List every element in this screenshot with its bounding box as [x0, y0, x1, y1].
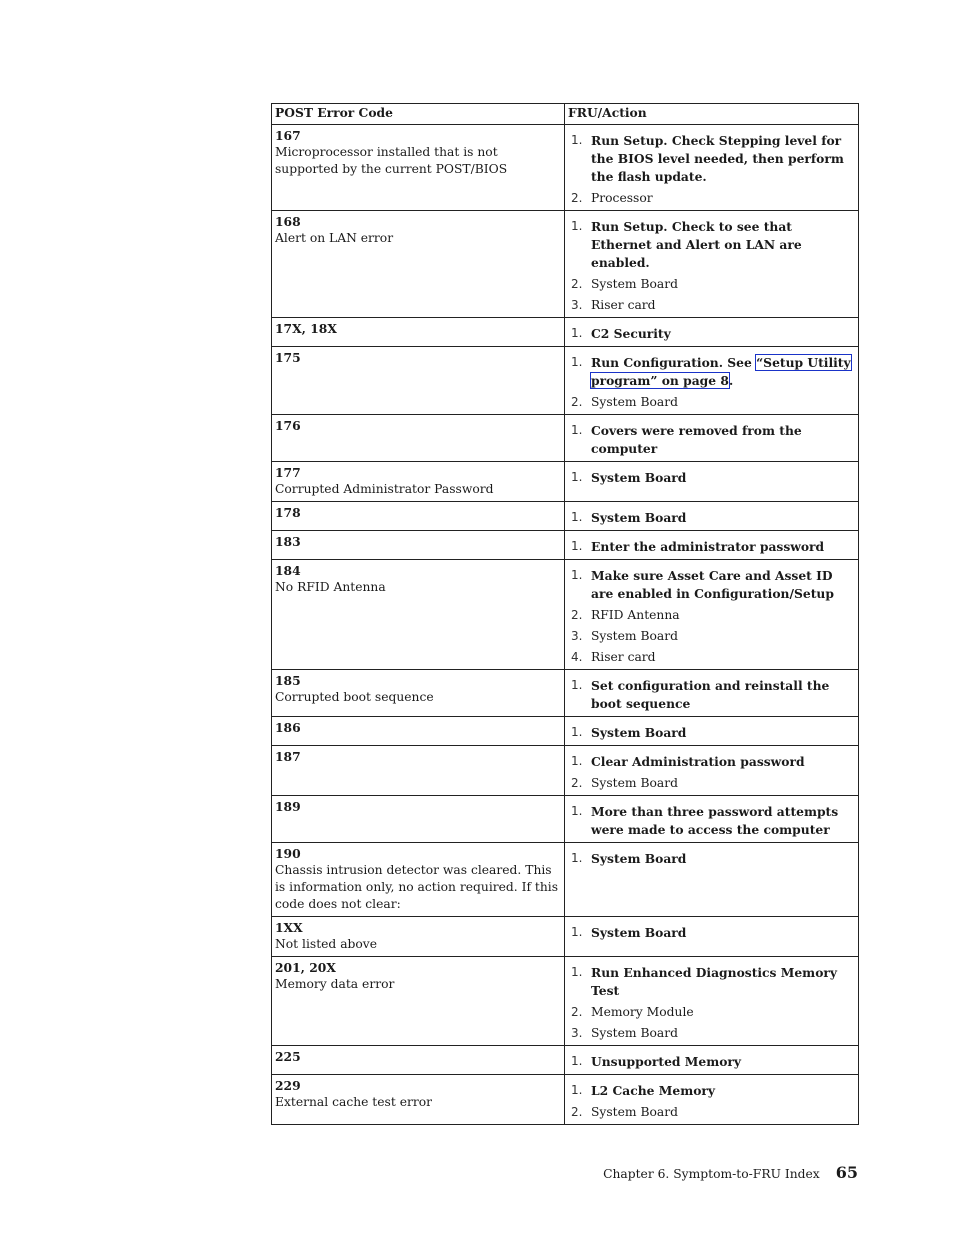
error-code: 183	[275, 534, 301, 549]
action-text-main: L2 Cache Memory	[591, 1083, 716, 1098]
setup-utility-link[interactable]: “Setup Utility program” on page 8	[591, 355, 851, 388]
action-text	[591, 678, 829, 711]
action-number: 2.	[571, 1105, 583, 1119]
table-row	[272, 670, 859, 717]
action-item	[568, 803, 855, 839]
action-list	[568, 803, 855, 839]
table-row	[272, 502, 859, 531]
table-row	[272, 746, 859, 796]
action-item	[568, 775, 855, 792]
action-item	[568, 354, 855, 390]
action-text-main: System Board	[591, 725, 687, 740]
error-description: No RFID Antenna	[275, 580, 386, 594]
fru-action-cell	[565, 560, 859, 670]
fru-action-cell	[565, 796, 859, 843]
fru-action-cell	[565, 531, 859, 560]
action-number: 1.	[571, 925, 583, 939]
action-text	[591, 776, 678, 790]
action-number: 1.	[571, 568, 583, 582]
error-code-cell	[272, 957, 565, 1046]
action-number: 2.	[571, 776, 583, 790]
action-number: 1.	[571, 804, 583, 818]
action-text-suffix: .	[728, 373, 734, 388]
action-text-main: Run Configuration. See	[591, 355, 757, 370]
fru-action-cell	[565, 717, 859, 746]
action-number: 1.	[571, 423, 583, 437]
action-item	[568, 325, 855, 343]
table-header-row	[272, 104, 859, 125]
action-number: 1.	[571, 851, 583, 865]
error-code-cell	[272, 1046, 565, 1075]
error-description: Memory data error	[275, 977, 395, 991]
action-list	[568, 1053, 855, 1071]
table-row	[272, 560, 859, 670]
action-text	[591, 629, 678, 643]
error-code: 178	[275, 505, 301, 520]
fru-action-cell	[565, 957, 859, 1046]
action-list	[568, 509, 855, 527]
action-text	[591, 1083, 715, 1098]
action-text-main: System Board	[591, 629, 678, 643]
error-code-cell	[272, 843, 565, 917]
action-text-main: System Board	[591, 1105, 678, 1119]
table-row	[272, 1046, 859, 1075]
action-item	[568, 607, 855, 624]
action-item	[568, 677, 855, 713]
error-code-cell	[272, 917, 565, 957]
action-number: 1.	[571, 355, 583, 369]
action-text-main: System Board	[591, 510, 687, 525]
action-item	[568, 132, 855, 186]
chapter-title: Chapter 6. Symptom-to-FRU Index	[603, 1167, 820, 1181]
error-code-cell	[272, 502, 565, 531]
fru-action-cell	[565, 462, 859, 502]
action-item	[568, 469, 855, 487]
action-number: 1.	[571, 754, 583, 768]
table-row	[272, 211, 859, 318]
action-number: 1.	[571, 133, 583, 147]
fru-action-cell	[565, 125, 859, 211]
action-text-main: More than three password attempts were made to access the computer	[591, 804, 839, 837]
action-text-main: Memory Module	[591, 1005, 694, 1019]
error-code-cell	[272, 531, 565, 560]
action-text-main: Clear Administration password	[591, 754, 805, 769]
action-text	[591, 925, 686, 940]
action-number: 1.	[571, 1054, 583, 1068]
action-item	[568, 924, 855, 942]
action-text	[591, 326, 671, 341]
action-text-main: Set configuration and reinstall the boot sequence	[591, 678, 830, 711]
action-item	[568, 538, 855, 556]
action-list	[568, 677, 855, 713]
action-text-main: Make sure Asset Care and Asset ID are enabled in Configuration/Setup	[591, 568, 834, 601]
error-description: External cache test error	[275, 1095, 433, 1109]
action-item	[568, 509, 855, 527]
action-text-main: Run Setup. Check Stepping level for the BIOS level needed, then perform the flash update.	[591, 133, 844, 184]
action-number: 1.	[571, 470, 583, 484]
action-number: 1.	[571, 965, 583, 979]
page-footer	[603, 1162, 858, 1185]
action-list	[568, 567, 855, 666]
action-text	[591, 650, 656, 664]
action-list	[568, 753, 855, 792]
table-row	[272, 957, 859, 1046]
error-code-cell	[272, 415, 565, 462]
action-item	[568, 724, 855, 742]
action-item	[568, 649, 855, 666]
action-text-main: Enter the administrator password	[591, 539, 825, 554]
error-code: 187	[275, 749, 301, 764]
fru-action-cell	[565, 211, 859, 318]
action-text-main: Riser card	[591, 650, 656, 664]
error-code-cell	[272, 462, 565, 502]
error-code: 186	[275, 720, 301, 735]
action-text	[591, 395, 678, 409]
action-text-main: Unsupported Memory	[591, 1054, 742, 1069]
action-list	[568, 724, 855, 742]
action-list	[568, 218, 855, 314]
action-number: 3.	[571, 298, 583, 312]
action-text	[591, 1026, 678, 1040]
action-text	[591, 191, 653, 205]
table-row	[272, 347, 859, 415]
action-text	[591, 608, 680, 622]
action-text	[591, 133, 844, 184]
action-list	[568, 325, 855, 343]
fru-action-cell	[565, 415, 859, 462]
action-item	[568, 218, 855, 272]
action-list	[568, 850, 855, 868]
action-list	[568, 132, 855, 207]
error-description: Not listed above	[275, 937, 378, 951]
action-text	[591, 568, 834, 601]
action-text	[591, 754, 805, 769]
table-row	[272, 462, 859, 502]
table-row	[272, 796, 859, 843]
table-row	[272, 1075, 859, 1125]
action-text	[591, 277, 678, 291]
error-code: 175	[275, 350, 301, 365]
action-text-main: System Board	[591, 470, 687, 485]
action-number: 1.	[571, 510, 583, 524]
action-item	[568, 422, 855, 458]
table-row	[272, 717, 859, 746]
action-number: 3.	[571, 629, 583, 643]
action-text-main: System Board	[591, 925, 687, 940]
action-text-main: Run Enhanced Diagnostics Memory Test	[591, 965, 838, 998]
action-number: 1.	[571, 539, 583, 553]
action-number: 1.	[571, 219, 583, 233]
action-text	[591, 470, 686, 485]
action-item	[568, 394, 855, 411]
error-description: Alert on LAN error	[275, 231, 394, 245]
error-description: Corrupted boot sequence	[275, 690, 434, 704]
table-row	[272, 917, 859, 957]
action-text	[591, 539, 824, 554]
action-item	[568, 276, 855, 293]
action-text-main: Run Setup. Check to see that Ethernet and Alert on LAN are enabled.	[591, 219, 802, 270]
action-item	[568, 850, 855, 868]
error-description: Corrupted Administrator Password	[275, 482, 494, 496]
action-number: 3.	[571, 1026, 583, 1040]
action-item	[568, 297, 855, 314]
action-number: 2.	[571, 191, 583, 205]
fru-action-cell	[565, 318, 859, 347]
error-code: 17X, 18X	[275, 321, 337, 336]
header-fru-action: FRU/Action	[565, 104, 859, 125]
table-row	[272, 318, 859, 347]
action-number: 1.	[571, 326, 583, 340]
error-code-cell	[272, 796, 565, 843]
error-description: Microprocessor installed that is not supported by the current POST/BIOS	[275, 145, 508, 176]
action-list	[568, 469, 855, 487]
action-number: 1.	[571, 1083, 583, 1097]
action-text	[591, 1105, 678, 1119]
header-post-error-code: POST Error Code	[272, 104, 565, 125]
action-text-main: System Board	[591, 277, 678, 291]
action-number: 1.	[571, 678, 583, 692]
action-text-main: Processor	[591, 191, 653, 205]
table-row	[272, 531, 859, 560]
action-list	[568, 538, 855, 556]
action-text-main: RFID Antenna	[591, 608, 680, 622]
table-row	[272, 415, 859, 462]
action-text-main: System Board	[591, 1026, 678, 1040]
error-code-cell	[272, 125, 565, 211]
fru-action-cell	[565, 1046, 859, 1075]
action-text	[591, 219, 802, 270]
action-text	[591, 804, 838, 837]
action-text	[591, 355, 851, 388]
action-item	[568, 964, 855, 1000]
error-code: 229	[275, 1078, 301, 1093]
action-item	[568, 1082, 855, 1100]
error-code-cell	[272, 670, 565, 717]
fru-action-cell	[565, 917, 859, 957]
action-item	[568, 628, 855, 645]
action-item	[568, 567, 855, 603]
error-code: 189	[275, 799, 301, 814]
error-code-cell	[272, 717, 565, 746]
action-text-main: C2 Security	[591, 326, 671, 341]
error-code-cell	[272, 347, 565, 415]
action-text-main: Riser card	[591, 298, 656, 312]
error-code: 185	[275, 673, 301, 688]
error-description: Chassis intrusion detector was cleared. This is information only, no action required. If this code does not clear:	[275, 863, 559, 911]
error-code-cell	[272, 211, 565, 318]
action-text	[591, 510, 686, 525]
action-text	[591, 851, 686, 866]
action-number: 4.	[571, 650, 583, 664]
action-text	[591, 725, 686, 740]
error-code: 201, 20X	[275, 960, 336, 975]
action-number: 2.	[571, 1005, 583, 1019]
fru-action-cell	[565, 502, 859, 531]
fru-action-cell	[565, 1075, 859, 1125]
action-list	[568, 1082, 855, 1121]
action-list	[568, 422, 855, 458]
error-code: 184	[275, 563, 301, 578]
action-number: 2.	[571, 277, 583, 291]
action-text	[591, 1005, 694, 1019]
fru-action-cell	[565, 746, 859, 796]
action-list	[568, 354, 855, 411]
error-code: 225	[275, 1049, 301, 1064]
error-code-cell	[272, 560, 565, 670]
error-code-cell	[272, 318, 565, 347]
action-text	[591, 423, 802, 456]
fru-action-cell	[565, 670, 859, 717]
action-item	[568, 1053, 855, 1071]
error-code: 176	[275, 418, 301, 433]
action-item	[568, 753, 855, 771]
error-code-cell	[272, 1075, 565, 1125]
table-row	[272, 843, 859, 917]
action-item	[568, 1104, 855, 1121]
action-number: 2.	[571, 395, 583, 409]
action-item	[568, 1025, 855, 1042]
action-text-main: System Board	[591, 851, 687, 866]
action-text-main: System Board	[591, 776, 678, 790]
action-item	[568, 190, 855, 207]
action-text	[591, 965, 837, 998]
fru-action-cell	[565, 843, 859, 917]
error-code-cell	[272, 746, 565, 796]
action-text-main: System Board	[591, 395, 678, 409]
fru-action-cell	[565, 347, 859, 415]
action-text	[591, 298, 656, 312]
post-error-table	[271, 103, 859, 1125]
error-code: 177	[275, 465, 301, 480]
page-number: 65	[835, 1163, 858, 1182]
action-item	[568, 1004, 855, 1021]
action-number: 2.	[571, 608, 583, 622]
table-row	[272, 125, 859, 211]
error-code: 190	[275, 846, 301, 861]
action-list	[568, 964, 855, 1042]
action-number: 1.	[571, 725, 583, 739]
error-code: 1XX	[275, 920, 303, 935]
action-text	[591, 1054, 741, 1069]
action-text-main: Covers were removed from the computer	[591, 423, 802, 456]
error-code: 168	[275, 214, 301, 229]
error-code: 167	[275, 128, 301, 143]
action-list	[568, 924, 855, 942]
